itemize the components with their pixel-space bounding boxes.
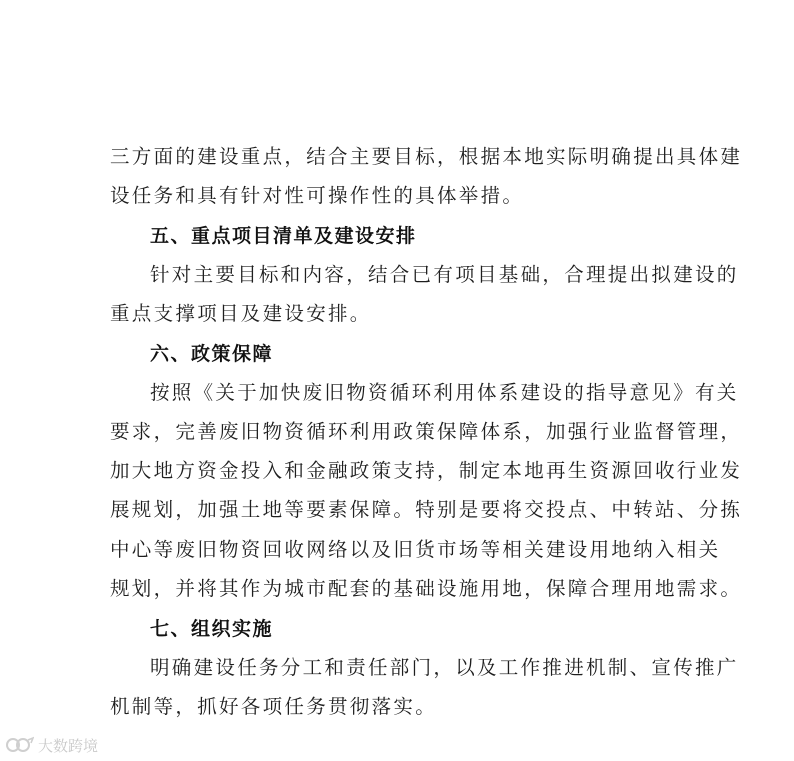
paragraph-line: 三方面的建设重点，结合主要目标，根据本地实际明确提出具体建: [110, 145, 743, 168]
section-heading-5: 五、重点项目清单及建设安排: [150, 225, 417, 247]
section-heading-7: 七、组织实施: [150, 618, 274, 640]
paragraph-line: 规划，并将其作为城市配套的基础设施用地，保障合理用地需求。: [110, 577, 743, 600]
paragraph-line: 加大地方资金投入和金融政策支持，制定本地再生资源回收行业发: [110, 459, 743, 482]
paragraph-line: 设任务和具有针对性可操作性的具体举措。: [110, 184, 525, 207]
watermark-text: 大数跨境: [38, 736, 99, 755]
brand-logo-icon: [6, 736, 34, 754]
paragraph-line: 展规划，加强土地等要素保障。特别是要将交投点、中转站、分拣: [110, 498, 743, 521]
paragraph-line: 按照《关于加快废旧物资循环利用体系建设的指导意见》有关: [150, 381, 739, 404]
paragraph-line: 机制等，抓好各项任务贯彻落实。: [110, 695, 438, 718]
section-heading-6: 六、政策保障: [150, 343, 274, 365]
paragraph-line: 要求，完善废旧物资循环利用政策保障体系，加强行业监督管理，: [110, 420, 743, 443]
paragraph-line: 重点支撑项目及建设安排。: [110, 302, 372, 325]
watermark: [6, 734, 98, 756]
paragraph-line: 明确建设任务分工和责任部门，以及工作推进机制、宣传推广: [150, 656, 739, 679]
paragraph-line: 中心等废旧物资回收网络以及旧货市场等相关建设用地纳入相关: [110, 538, 721, 561]
paragraph-line: 针对主要目标和内容，结合已有项目基础，合理提出拟建设的: [150, 263, 739, 286]
